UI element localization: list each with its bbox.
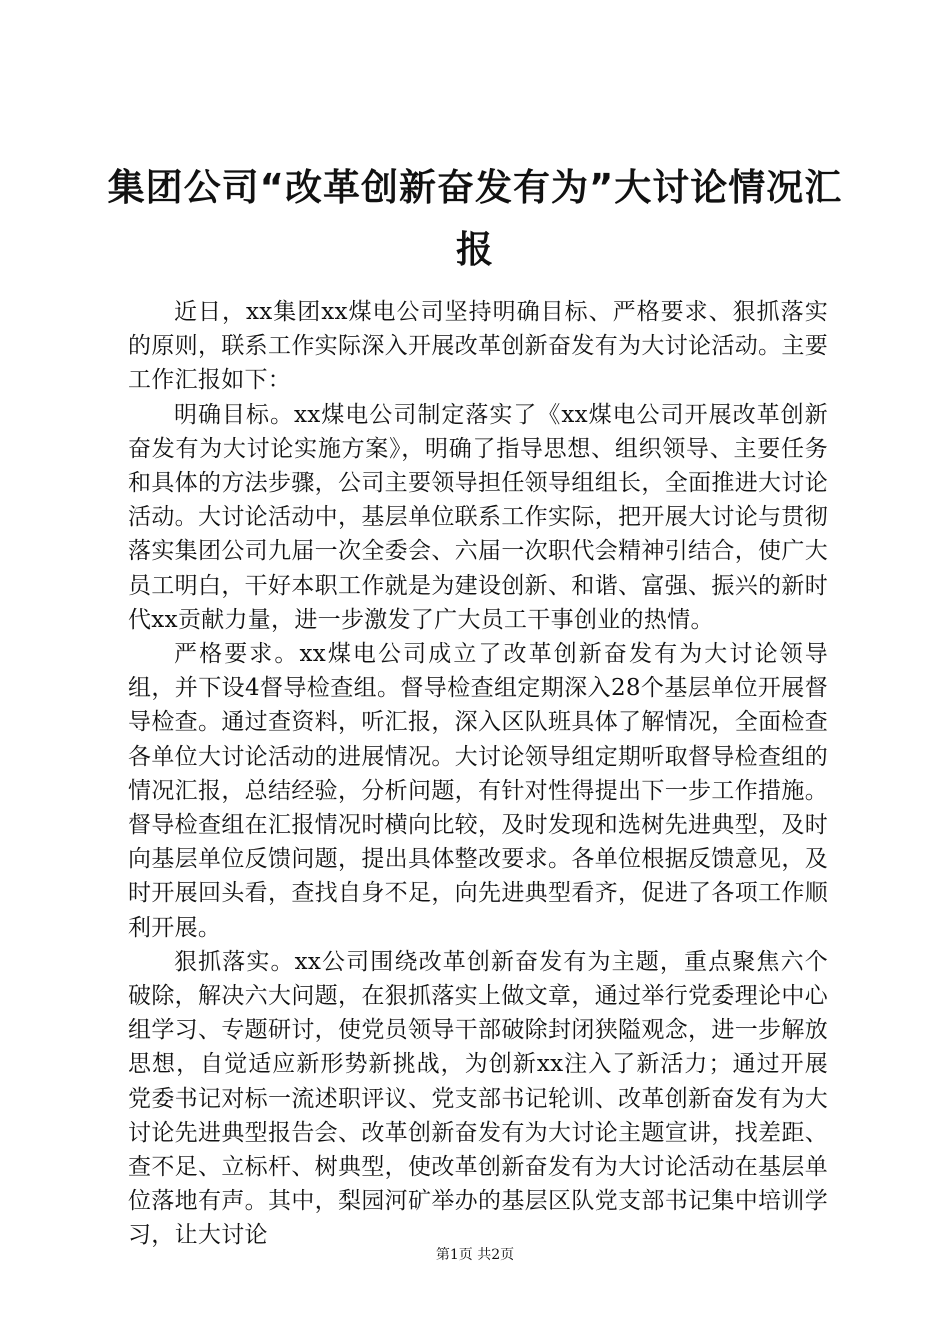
page-number-footer: 第1页 共2页 xyxy=(435,1247,515,1263)
document-body xyxy=(128,295,828,1253)
document-title-line-2: 报 xyxy=(456,228,494,271)
paragraph-implementation: 狠抓落实。xx公司围绕改革创新奋发有为主题，重点聚焦六个破除，解决六大问题，在狠抓落实上做文章，通过举行党委理论中心组学习、专题研讨，使党员领导干部破除封闭狭隘观念，进一步解放思想，自觉适应新形势新挑战，为创新xx注入了新活力；通过开展党委书记对标一流述职评议、党支部书记轮训、改革创新奋发有为大讨论先进典型报告会、改革创新奋发有为大讨论主题宣讲，找差距、查不足、立标杆、树典型，使改革创新奋发有为大讨论活动在基层单位落地有声。其中，梨园河矿举办的基层区队党支部书记集中培训学习，让大讨论 xyxy=(128,948,828,1249)
paragraph-intro: 近日，xx集团xx煤电公司坚持明确目标、严格要求、狠抓落实的原则，联系工作实际深入开展改革创新奋发有为大讨论活动。主要工作汇报如下： xyxy=(128,299,828,394)
paragraph-strict-requirements: 严格要求。xx煤电公司成立了改革创新奋发有为大讨论领导组，并下设4督导检查组。督导检查组定期深入28个基层单位开展督导检查。通过查资料，听汇报，深入区队班具体了解情况，全面检查各单位大讨论活动的进展情况。大讨论领导组定期听取督导检查组的情况汇报，总结经验，分析问题，有针对性得提出下一步工作措施。督导检查组在汇报情况时横向比较，及时发现和选树先进典型，及时向基层单位反馈问题，提出具体整改要求。各单位根据反馈意见，及时开展回头看，查找自身不足，向先进典型看齐，促进了各项工作顺利开展。 xyxy=(128,641,828,941)
paragraph-clear-goals: 明确目标。xx煤电公司制定落实了《xx煤电公司开展改革创新奋发有为大讨论实施方案》，明确了指导思想、组织领导、主要任务和具体的方法步骤，公司主要领导担任领导组组长，全面推进大讨论活动。大讨论活动中，基层单位联系工作实际，把开展大讨论与贯彻落实集团公司九届一次全委会、六届一次职代会精神引结合，使广大员工明白，干好本职工作就是为建设创新、和谐、富强、振兴的新时代xx贡献力量，进一步激发了广大员工干事创业的热情。 xyxy=(128,401,828,633)
document-title-line-1: 集团公司“改革创新奋发有为”大讨论情况汇 xyxy=(107,166,843,209)
